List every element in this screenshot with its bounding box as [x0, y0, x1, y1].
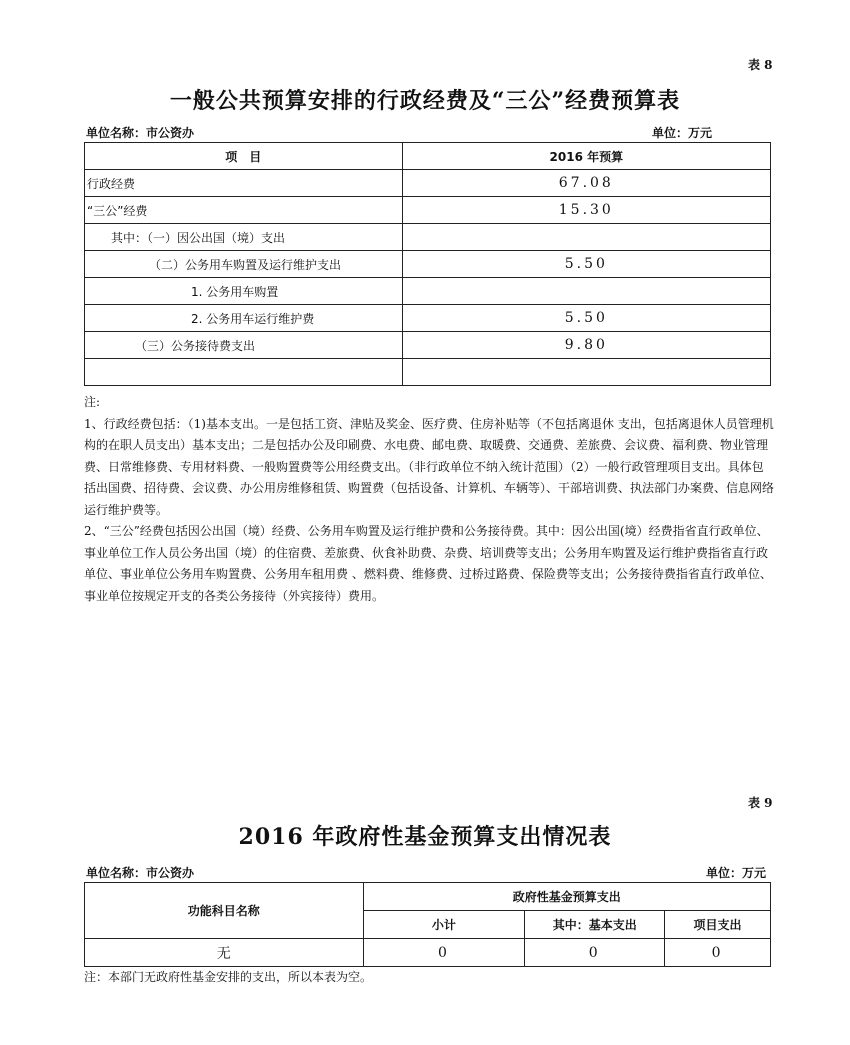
row-value: 5.50 — [402, 305, 770, 332]
header-project: 项目支出 — [665, 911, 771, 939]
header-subtotal: 小计 — [363, 911, 525, 939]
notes-block — [84, 392, 774, 607]
section-title: 2016 年政府性基金预算支出情况表 — [238, 824, 612, 850]
row-value — [402, 278, 770, 305]
row-label: 2. 公务用车运行维护费 — [85, 305, 403, 332]
row-label: 其中：（一）因公出国（境）支出 — [85, 224, 403, 251]
table-row — [85, 278, 771, 305]
empty-cell — [85, 359, 403, 386]
table-number: 表 9 — [748, 796, 773, 810]
row-value: 9.80 — [402, 332, 770, 359]
table-row — [85, 197, 771, 224]
page-title: 一般公共预算安排的行政经费及“三公”经费预算表 — [169, 88, 681, 114]
header-item: 项 目 — [85, 143, 403, 170]
table-row — [85, 305, 771, 332]
table9-note: 注：本部门无政府性基金安排的支出，所以本表为空。 — [84, 970, 373, 984]
row-basic: 0 — [525, 939, 665, 967]
row-value: 15.30 — [402, 197, 770, 224]
budget-table — [84, 142, 771, 386]
empty-cell — [402, 359, 770, 386]
table-row — [85, 170, 771, 197]
header-budget: 2016 年预算 — [402, 143, 770, 170]
unit-name: 单位名称：市公资办 — [86, 126, 195, 140]
table-number: 表 8 — [748, 58, 773, 72]
row-label: （二）公务用车购置及运行维护支出 — [85, 251, 403, 278]
row-label: 行政经费 — [85, 170, 403, 197]
row-subject: 无 — [85, 939, 364, 967]
unit-label: 单位：万元 — [652, 126, 713, 140]
row-project: 0 — [665, 939, 771, 967]
row-value — [402, 224, 770, 251]
row-label: （三）公务接待费支出 — [85, 332, 403, 359]
notes-heading: 注: — [84, 395, 101, 409]
table-header-row — [85, 883, 771, 911]
fund-table — [84, 882, 771, 967]
unit-name: 单位名称：市公资办 — [86, 866, 195, 880]
table-header-row — [85, 143, 771, 170]
table-row-empty — [85, 359, 771, 386]
row-label: “三公”经费 — [85, 197, 403, 224]
header-subject: 功能科目名称 — [85, 883, 364, 939]
table-row — [85, 332, 771, 359]
table-row — [85, 251, 771, 278]
row-subtotal: 0 — [363, 939, 525, 967]
note-1: 1、行政经费包括：（1)基本支出。一是包括工资、津贴及奖金、医疗费、住房补贴等（不包括离退休 支出，包括离退休人员管理机构的在职人员支出）基本支出；二是包括办公及印刷费、水电费、邮电费、取暖费、交通费、差旅费、会议费、福利费、物业管理费、日常维修费、专用材料费、一般购置费等公用经费支出。（非行政单位不纳入统计范围）（2）一般行政管理项目支出。具体包括出国费、招待费、会议费、办公用房维修租赁、购置费（包括设备、计算机、车辆等）、干部培训费、执法部门办案费、信息网络运行维护费等。 — [84, 416, 775, 517]
header-basic: 其中：基本支出 — [525, 911, 665, 939]
table-row — [85, 939, 771, 967]
unit-label: 单位：万元 — [706, 866, 767, 880]
header-group: 政府性基金预算支出 — [363, 883, 770, 911]
table-row — [85, 224, 771, 251]
note-2: 2、“三公”经费包括因公出国（境）经费、公务用车购置及运行维护费和公务接待费。其中：因公出国(境）经费指省直行政单位、事业单位工作人员公务出国（境）的住宿费、差旅费、伙食补助费、杂费、培训费等支出；公务用车购置及运行维护费指省直行政单位、事业单位公务用车购置费、公务用车租用费 、燃料费、维修费、过桥过路费、保险费等支出；公务接待费指省直行政单位、事业单位按规定开支的各类公务接待（外宾接待）费用。 — [84, 524, 772, 603]
row-value: 5.50 — [402, 251, 770, 278]
row-label: 1. 公务用车购置 — [85, 278, 403, 305]
row-value: 67.08 — [402, 170, 770, 197]
